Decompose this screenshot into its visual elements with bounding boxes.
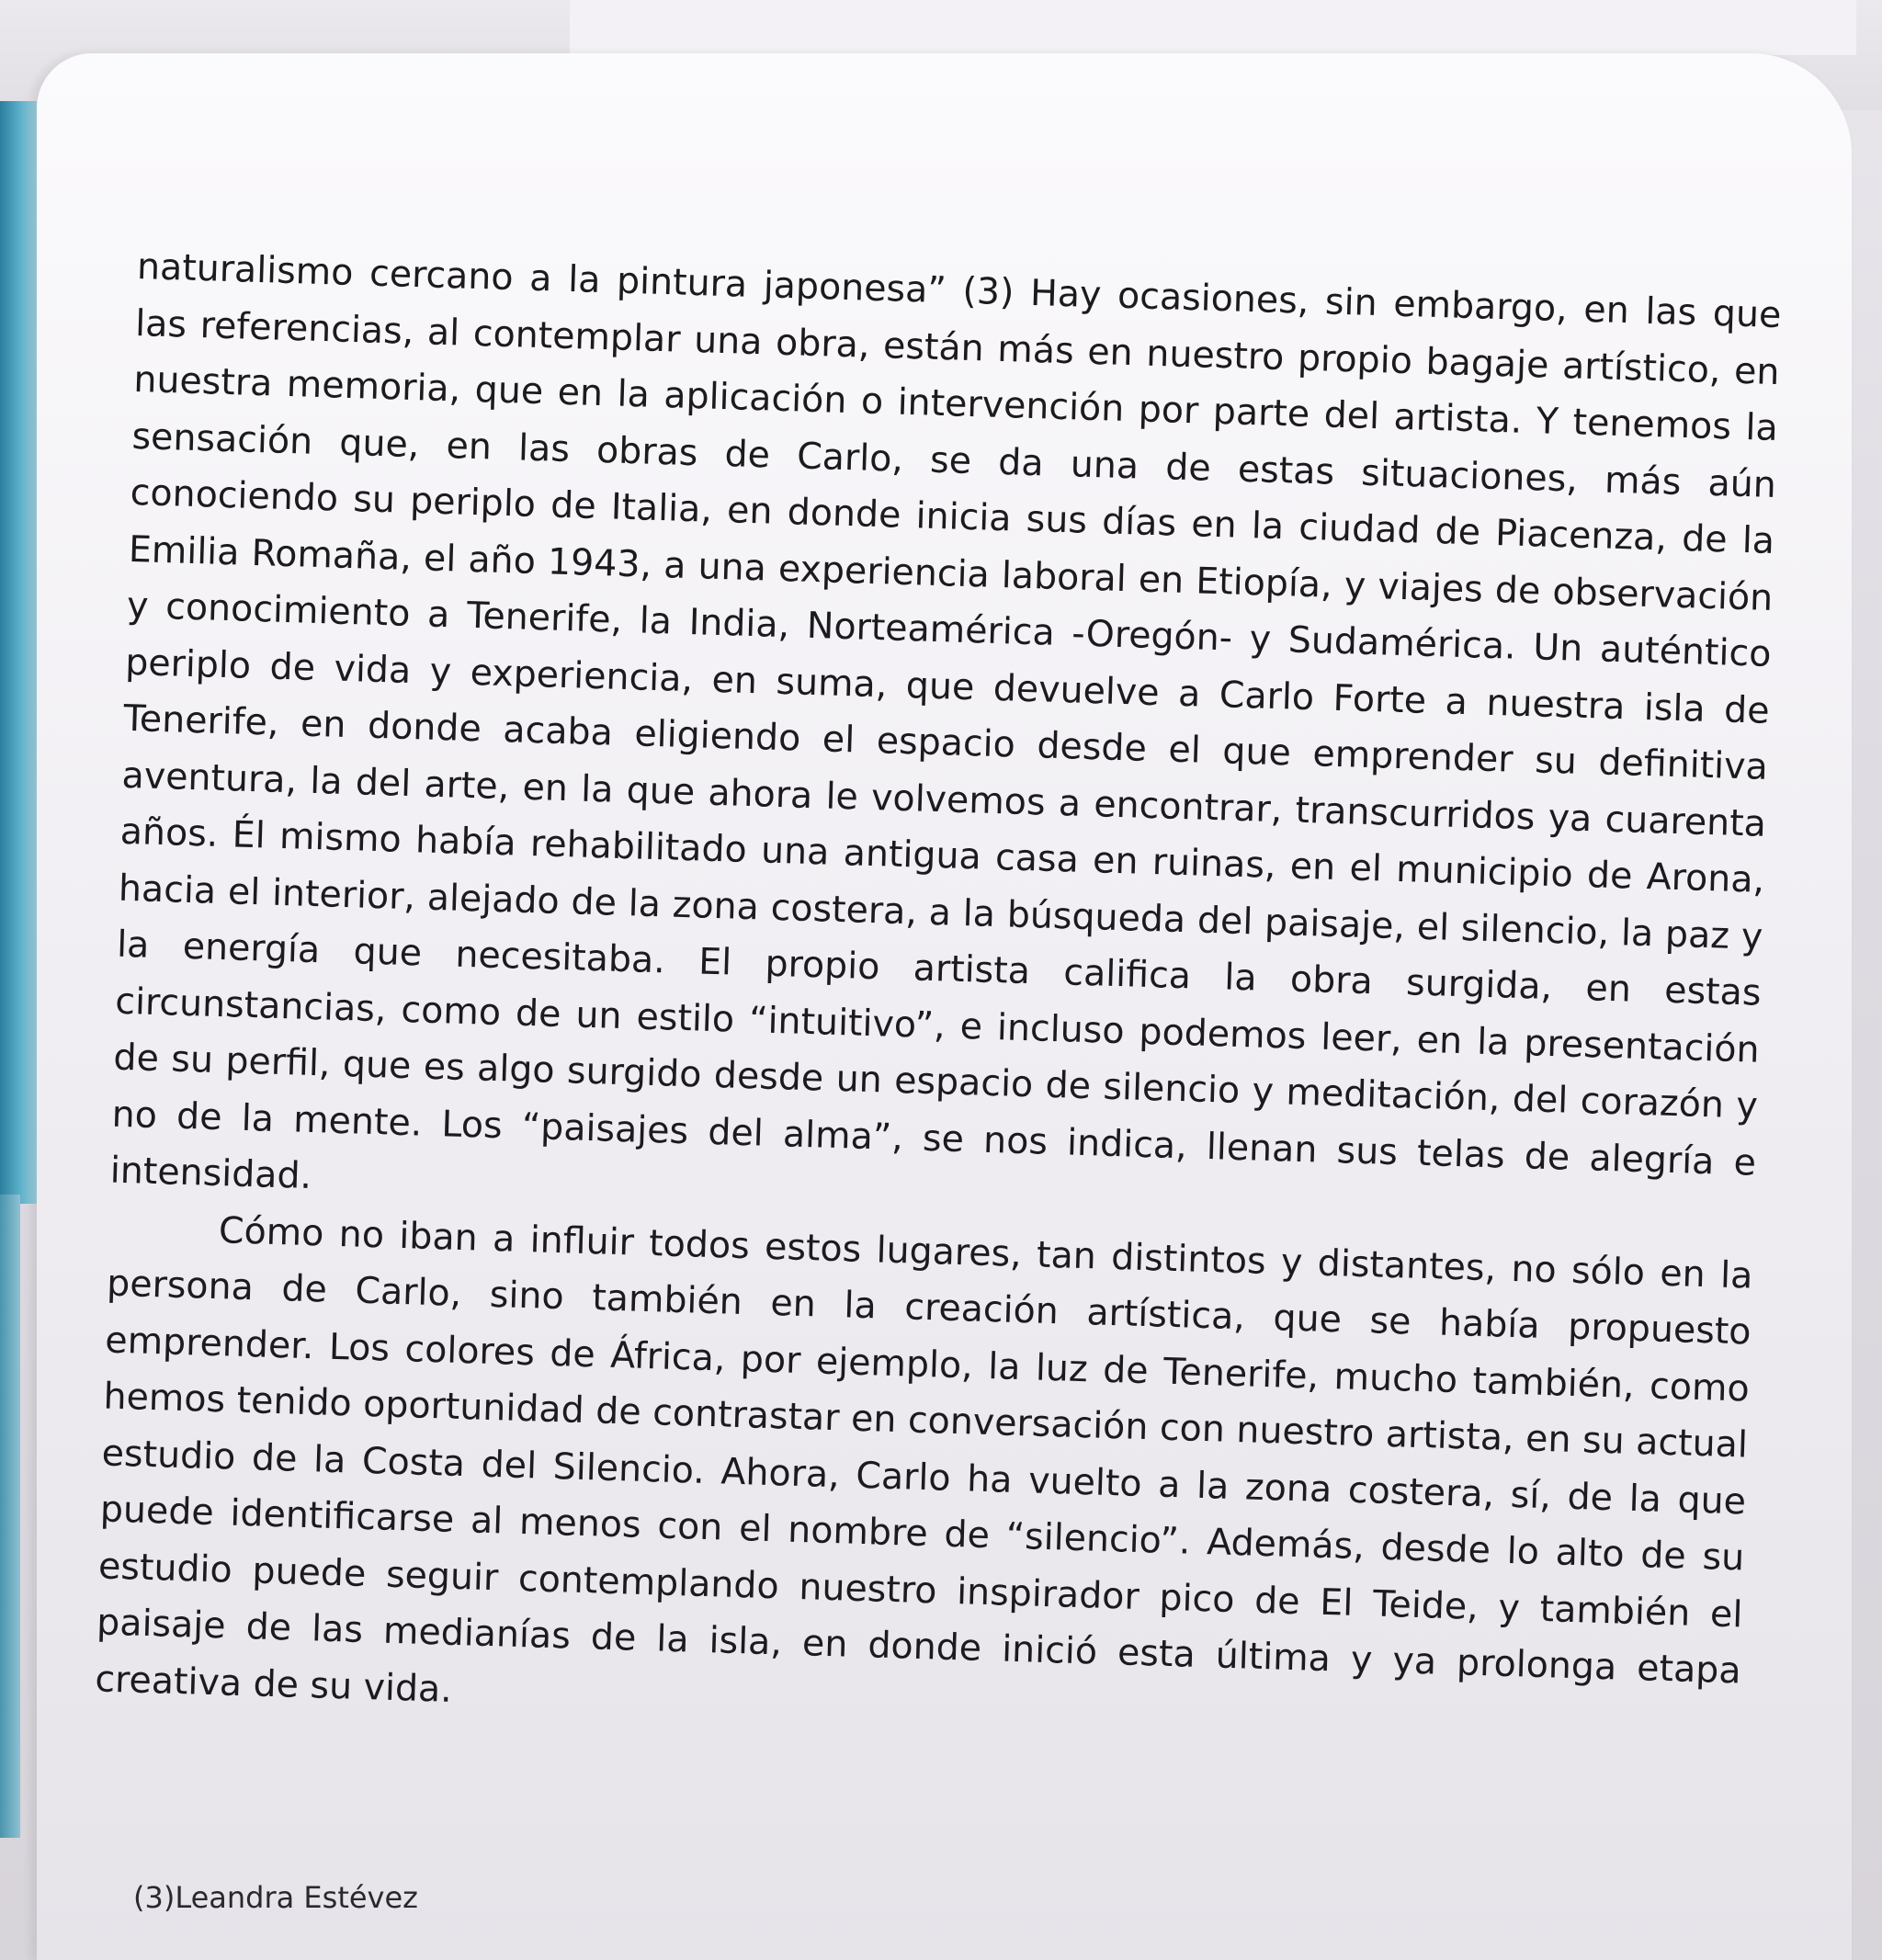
book-spine-edge (0, 101, 37, 1204)
top-paper-edge (570, 0, 1856, 55)
body-text (95, 239, 1783, 1756)
footnote: (3)Leandra Estévez (133, 1880, 418, 1915)
paragraph-1: naturalismo cercano a la pintura japonesa” (3) Hay ocasiones, sin embargo, en las que las referencias, al contemplar una obra, están más en nuestro propio bagaje artístico, en nuestra memoria, que en la aplicación o intervención por parte del artista. Y tenemos la sensación que, en las obras de Carlo, se da una de estas situaciones, más aún conociendo su periplo de Italia, en donde inicia sus días en la ciudad de Piacenza, de la Emilia Romaña, el año 1943, a una experiencia laboral en Etiopía, y viajes de observación y conocimiento a Tenerife, la India, Norteamérica -Oregón- y Sudamérica. Un auténtico periplo de vida y experiencia, en suma, que devuelve a Carlo Forte a nuestra isla de Tenerife, en donde acaba eligiendo el espacio desde el que emprender su definitiva aventura, la del arte, en la que ahora le volvemos a encontrar, transcurridos ya cuarenta años. Él mismo había rehabilitado una antigua casa en ruinas, en el municipio de Arona, hacia el interior, alejado de la zona costera, a la búsqueda del paisaje, el silencio, la paz y la energía que necesitaba. El propio artista califica la obra surgida, en estas circunstancias, como de un estilo “intuitivo”, e incluso podemos leer, en la presentación de su perfil, que es algo surgido desde un espacio de silencio y meditación, del corazón y no de la mente. Los “paisajes del alma”, se nos indica, llenan sus telas de alegría e intensidad. (109, 244, 1783, 1198)
paragraph-2: Cómo no iban a influir todos estos lugares, tan distintos y distantes, no sólo en la persona de Carlo, sino también en la creación artística, que se había propuesto emprender. Los colores de África, por ejemplo, la luz de Tenerife, mucho también, como hemos tenido oportunidad de contrastar en conversación con nuestro artista, en su actual estudio de la Costa del Silencio. Ahora, Carlo ha vuelto a la zona costera, sí, de la que puede identificarse al menos con el nombre de “silencio”. Además, desde lo alto de su estudio puede seguir contemplando nuestro inspirador pico de El Teide, y también el paisaje de las medianías de la isla, en donde inició esta última y ya prolonga etapa creativa de su vida. (94, 1208, 1753, 1711)
book-spine-edge-lower (0, 1195, 20, 1838)
